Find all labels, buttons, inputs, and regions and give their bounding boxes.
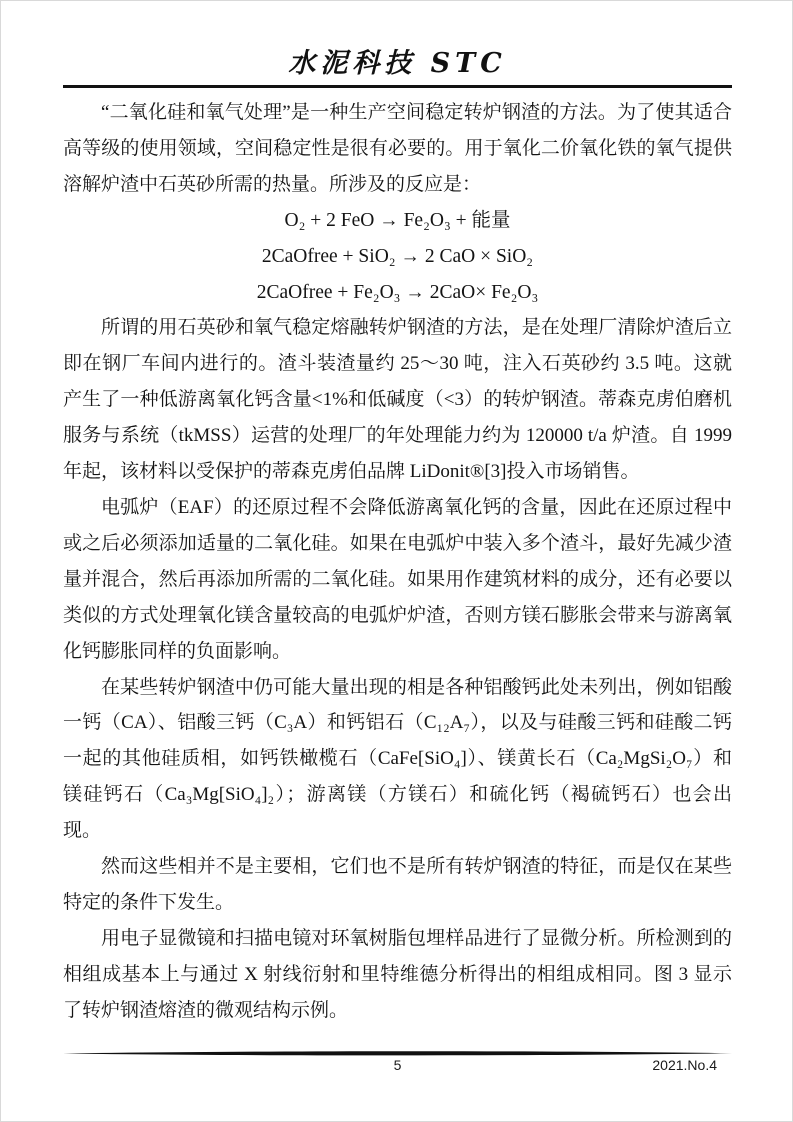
equation-cao-sio2: 2CaOfree + SiO₂ → 2 CaO × SiO₂ <box>261 245 534 267</box>
footer-rule <box>63 1050 732 1057</box>
paragraph-eaf-reduction: 电弧炉（EAF）的还原过程不会降低游离氧化钙的含量，因此在还原过程中或之后必须添加适量的二氧化硅。如果在电弧炉中装入多个渣斗，最好先减少渣量并混合，然后再添加所需的二氧化硅。如果用作建筑材料的成分，还有必要以类似的方式处理氧化镁含量较高的电弧炉炉渣，否则方镁石膨胀会带来与游离氧化钙膨胀同样的负面影响。 <box>63 496 732 662</box>
document-body <box>63 95 732 1029</box>
equation-block <box>63 203 732 311</box>
page-number: 5 <box>393 1057 402 1073</box>
paragraph-mineral-phases: 在某些转炉钢渣中仍可能大量出现的相是各种铝酸钙此处未列出，例如铝酸一钙（CA）、铝酸三钙（C₃A）和钙铝石（C₁₂A₇），以及与硅酸三钙和硅酸二钙一起的其他硅质相，如钙铁橄榄石（CaFe[SiO₄]）、镁黄长石（Ca₂MgSi₂O₇）和镁硅钙石（Ca₃Mg[SiO₄]₂）；游离镁（方镁石）和硫化钙（褐硫钙石）也会出现。 <box>63 676 732 842</box>
paragraph-silica-oxygen-treatment: “二氧化硅和氧气处理”是一种生产空间稳定转炉钢渣的方法。为了使其适合高等级的使用领域，空间稳定性是很有必要的。用于氧化二价氧化铁的氧气提供溶解炉渣中石英砂所需的热量。所涉及的反应是： <box>63 102 732 195</box>
paragraph-microscopy-analysis: 用电子显微镜和扫描电镜对环氧树脂包埋样品进行了显微分析。所检测到的相组成基本上与通过 X 射线衍射和里特维德分析得出的相组成相同。图 3 显示了转炉钢渣熔渣的微观结构示例。 <box>63 927 732 1021</box>
equation-cao-fe2o3: 2CaOfree + Fe₂O₃ → 2CaO× Fe₂O₃ <box>256 281 539 303</box>
issue-number: 2021.No.4 <box>652 1057 717 1073</box>
equation-feo-oxidation: O₂ + 2 FeO → Fe₂O₃ + 能量 <box>284 209 511 231</box>
paragraph-quartz-sand-process: 所谓的用石英砂和氧气稳定熔融转炉钢渣的方法，是在处理厂清除炉渣后立即在钢厂车间内进行的。渣斗装渣量约 25～30 吨，注入石英砂约 3.5 吨。这就产生了一种低游离氧化钙含量<1%和低碱度（<3）的转炉钢渣。蒂森克虏伯磨机服务与系统（tkMSS）运营的处理厂的年处理能力约为 120000 t/a 炉渣。自 1999 年起，该材料以受保护的蒂森克虏伯品牌 LiDonit®[3]投入市场销售。 <box>63 317 732 483</box>
header-rule <box>63 85 732 88</box>
journal-title: 水泥科技 STC <box>288 48 507 79</box>
paragraph-minor-phases: 然而这些相并不是主要相，它们也不是所有转炉钢渣的特征，而是仅在某些特定的条件下发生。 <box>63 856 732 913</box>
